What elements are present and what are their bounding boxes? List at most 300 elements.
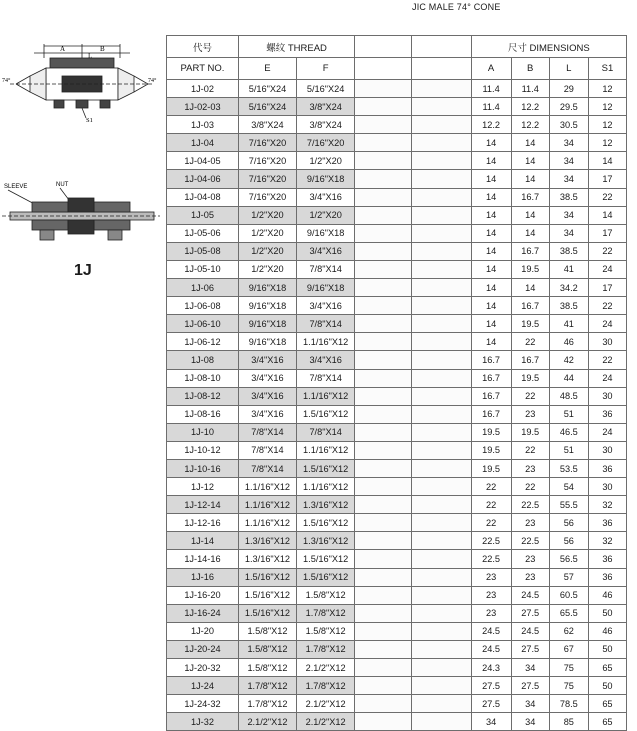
dim-s1-cell: 32 [588, 496, 626, 514]
blank-cell [355, 622, 412, 640]
dim-l-cell: 48.5 [549, 387, 588, 405]
part-no-cell: 1J-16-24 [167, 604, 239, 622]
table-row [167, 604, 627, 622]
blank-cell [412, 315, 471, 333]
thread-e-cell: 7/8"X14 [238, 441, 296, 459]
dim-s1-cell: 24 [588, 315, 626, 333]
dim-b-cell: 12.2 [511, 116, 549, 134]
blank-cell [412, 297, 471, 315]
dim-a-cell: 19.5 [471, 459, 511, 477]
f-header: F [297, 58, 355, 80]
dim-b-cell: 14 [511, 206, 549, 224]
blank-cell [412, 496, 471, 514]
dim-l-cell: 34.2 [549, 279, 588, 297]
thread-e-cell: 7/8"X14 [238, 459, 296, 477]
blank-cell [355, 640, 412, 658]
table-row [167, 532, 627, 550]
thread-e-cell: 3/4"X16 [238, 387, 296, 405]
table-row [167, 98, 627, 116]
blank-cell [412, 98, 471, 116]
page-title: JIC MALE 74° CONE [412, 2, 501, 12]
part-no-cell: 1J-10 [167, 423, 239, 441]
dim-s1-cell: 50 [588, 640, 626, 658]
dim-s1-cell: 12 [588, 80, 626, 98]
blank-cell [355, 98, 412, 116]
blank-cell [355, 333, 412, 351]
thread-e-cell: 1/2"X20 [238, 224, 296, 242]
table-row [167, 279, 627, 297]
blank-cell [355, 369, 412, 387]
blank-cell [412, 405, 471, 423]
thread-f-cell: 1.5/8"X12 [297, 586, 355, 604]
blank-cell [412, 152, 471, 170]
dim-a-cell: 14 [471, 224, 511, 242]
dim-s1-cell: 46 [588, 586, 626, 604]
table-row [167, 224, 627, 242]
blank-cell [355, 478, 412, 496]
table-row [167, 369, 627, 387]
thread-f-cell: 9/16"X18 [297, 170, 355, 188]
blank-cell [355, 441, 412, 459]
table-row [167, 80, 627, 98]
dim-b-cell: 22 [511, 387, 549, 405]
dim-a-cell: 27.5 [471, 695, 511, 713]
thread-e-cell: 1.5/8"X12 [238, 622, 296, 640]
dim-a-label: A [60, 45, 66, 53]
part-no-cell: 1J-12-16 [167, 514, 239, 532]
table-row [167, 206, 627, 224]
dim-l-cell: 38.5 [549, 188, 588, 206]
blank-cell [412, 550, 471, 568]
dim-l-cell: 65.5 [549, 604, 588, 622]
dim-a-cell: 16.7 [471, 405, 511, 423]
dim-s1-cell: 36 [588, 568, 626, 586]
thread-f-cell: 7/8"X14 [297, 260, 355, 278]
blank-header-cell [355, 36, 412, 58]
part-no-cell: 1J-04-06 [167, 170, 239, 188]
dim-s1-cell: 50 [588, 604, 626, 622]
dim-l-cell: 55.5 [549, 496, 588, 514]
blank-cell [412, 116, 471, 134]
dim-s1-cell: 36 [588, 405, 626, 423]
dim-b-cell: 23 [511, 459, 549, 477]
blank-header-cell [412, 36, 471, 58]
dim-l-cell: 56 [549, 532, 588, 550]
dimensions-table [166, 35, 627, 731]
blank-cell [412, 441, 471, 459]
blank-cell [355, 315, 412, 333]
blank-cell [355, 677, 412, 695]
thread-e-cell: 9/16"X18 [238, 315, 296, 333]
dim-a-cell: 22 [471, 514, 511, 532]
blank-cell [355, 659, 412, 677]
dim-s1-cell: 46 [588, 622, 626, 640]
thread-f-cell: 3/4"X16 [297, 351, 355, 369]
dim-l-cell: 62 [549, 622, 588, 640]
thread-e-cell: 9/16"X18 [238, 333, 296, 351]
table-row [167, 695, 627, 713]
dim-b-cell: 14 [511, 224, 549, 242]
blank-cell [412, 134, 471, 152]
dim-b-cell: 14 [511, 152, 549, 170]
dim-a-cell: 24.3 [471, 659, 511, 677]
thread-f-cell: 1.5/16"X12 [297, 514, 355, 532]
blank-cell [355, 116, 412, 134]
thread-e-cell: 7/16"X20 [238, 188, 296, 206]
dim-a-cell: 23 [471, 604, 511, 622]
table-row [167, 297, 627, 315]
thread-e-cell: 7/16"X20 [238, 134, 296, 152]
angle-right-label: 74° [148, 78, 157, 84]
dim-b-cell: 16.7 [511, 188, 549, 206]
part-no-cell: 1J-20 [167, 622, 239, 640]
dim-b-cell: 24.5 [511, 622, 549, 640]
table-row [167, 152, 627, 170]
part-no-cell: 1J-04 [167, 134, 239, 152]
dim-l-cell: 46 [549, 333, 588, 351]
blank-cell [355, 514, 412, 532]
dim-l-cell: 75 [549, 677, 588, 695]
thread-e-cell: 3/4"X16 [238, 405, 296, 423]
dim-a-cell: 14 [471, 333, 511, 351]
part-no-cell: 1J-24 [167, 677, 239, 695]
table-row [167, 423, 627, 441]
blank-cell [412, 188, 471, 206]
dim-a-cell: 19.5 [471, 441, 511, 459]
blank-cell [412, 640, 471, 658]
table-row [167, 260, 627, 278]
blank-cell [412, 532, 471, 550]
thread-e-cell: 1.5/16"X12 [238, 586, 296, 604]
dim-l-cell: 29 [549, 80, 588, 98]
table-row [167, 478, 627, 496]
part-no-header-en: PART NO. [167, 58, 239, 80]
table-row [167, 405, 627, 423]
dim-l-cell: 34 [549, 206, 588, 224]
dim-s1-cell: 22 [588, 351, 626, 369]
blank-cell [412, 224, 471, 242]
dim-b-cell: 19.5 [511, 315, 549, 333]
thread-f-cell: 7/16"X20 [297, 134, 355, 152]
part-no-cell: 1J-08-12 [167, 387, 239, 405]
table-row [167, 170, 627, 188]
thread-f-cell: 1.1/16"X12 [297, 478, 355, 496]
dim-l-cell: 38.5 [549, 297, 588, 315]
dim-a-cell: 22 [471, 496, 511, 514]
blank-cell [355, 152, 412, 170]
thread-e-cell: 9/16"X18 [238, 297, 296, 315]
dim-s1-cell: 30 [588, 441, 626, 459]
sleeve-callout: SLEEVE [4, 184, 28, 190]
dim-a-cell: 16.7 [471, 351, 511, 369]
dim-l-cell: 75 [549, 659, 588, 677]
dim-b-cell: 27.5 [511, 640, 549, 658]
dim-s1-cell: 30 [588, 478, 626, 496]
fitting-dimension-drawing [2, 36, 162, 126]
dim-b-cell: 14 [511, 134, 549, 152]
dim-b-cell: 19.5 [511, 260, 549, 278]
dim-l-cell: 57 [549, 568, 588, 586]
dim-a-cell: 14 [471, 260, 511, 278]
blank-cell [355, 351, 412, 369]
thread-f-cell: 1.5/16"X12 [297, 550, 355, 568]
blank-cell [412, 677, 471, 695]
dim-b-cell: 16.7 [511, 351, 549, 369]
part-no-cell: 1J-14 [167, 532, 239, 550]
thread-e-cell: 5/16"X24 [238, 80, 296, 98]
dim-s1-cell: 65 [588, 695, 626, 713]
dim-l-cell: 56 [549, 514, 588, 532]
blank-cell [412, 80, 471, 98]
dim-b-cell: 19.5 [511, 423, 549, 441]
thread-f-cell: 7/8"X14 [297, 315, 355, 333]
table-row [167, 188, 627, 206]
dim-a-cell: 23 [471, 568, 511, 586]
blank-header-cell [412, 58, 471, 80]
thread-e-cell: 5/16"X24 [238, 98, 296, 116]
dim-b-cell: 23 [511, 405, 549, 423]
dim-a-cell: 14 [471, 134, 511, 152]
blank-cell [412, 659, 471, 677]
blank-cell [355, 604, 412, 622]
part-no-cell: 1J-04-08 [167, 188, 239, 206]
table-row [167, 514, 627, 532]
dim-b-cell: 22 [511, 441, 549, 459]
dim-a-cell: 16.7 [471, 387, 511, 405]
blank-cell [412, 423, 471, 441]
part-no-cell: 1J-05-10 [167, 260, 239, 278]
table-row [167, 387, 627, 405]
dim-s1-cell: 30 [588, 387, 626, 405]
dim-b-cell: 23 [511, 550, 549, 568]
dim-a-cell: 14 [471, 315, 511, 333]
thread-e-cell: 1.1/16"X12 [238, 496, 296, 514]
blank-cell [412, 170, 471, 188]
blank-cell [355, 586, 412, 604]
table-row [167, 713, 627, 731]
dim-a-cell: 22 [471, 478, 511, 496]
thread-f-cell: 2.1/2"X12 [297, 695, 355, 713]
dim-a-cell: 11.4 [471, 80, 511, 98]
blank-cell [355, 423, 412, 441]
blank-cell [355, 297, 412, 315]
dim-b-cell: 23 [511, 514, 549, 532]
table-row [167, 568, 627, 586]
dim-b-cell: 11.4 [511, 80, 549, 98]
dim-b-cell: 22 [511, 333, 549, 351]
dim-l-cell: 53.5 [549, 459, 588, 477]
thread-f-cell: 3/4"X16 [297, 242, 355, 260]
thread-f-cell: 3/8"X24 [297, 116, 355, 134]
thread-f-cell: 7/8"X14 [297, 423, 355, 441]
dim-a-cell: 14 [471, 170, 511, 188]
blank-cell [355, 260, 412, 278]
blank-cell [412, 242, 471, 260]
dim-l-label: L [88, 52, 93, 60]
table-header-row-1 [167, 36, 627, 58]
table-row [167, 550, 627, 568]
dim-l-cell: 44 [549, 369, 588, 387]
thread-f-cell: 5/16"X24 [297, 80, 355, 98]
thread-f-cell: 1.5/16"X12 [297, 459, 355, 477]
dim-s1-cell: 32 [588, 532, 626, 550]
blank-cell [355, 568, 412, 586]
dim-b-cell: 34 [511, 659, 549, 677]
dim-s1-cell: 36 [588, 459, 626, 477]
blank-cell [355, 496, 412, 514]
blank-cell [355, 713, 412, 731]
thread-e-cell: 2.1/2"X12 [238, 713, 296, 731]
dim-a-cell: 24.5 [471, 622, 511, 640]
thread-f-cell: 1.5/8"X12 [297, 622, 355, 640]
dim-a-cell: 22.5 [471, 550, 511, 568]
table-row [167, 315, 627, 333]
part-no-cell: 1J-06 [167, 279, 239, 297]
dim-b-cell: 34 [511, 713, 549, 731]
dim-s1-cell: 14 [588, 206, 626, 224]
blank-cell [412, 695, 471, 713]
dim-b-cell: 14 [511, 170, 549, 188]
dim-a-cell: 27.5 [471, 677, 511, 695]
table-row [167, 677, 627, 695]
part-no-cell: 1J-24-32 [167, 695, 239, 713]
thread-f-cell: 1.3/16"X12 [297, 532, 355, 550]
part-no-cell: 1J-10-12 [167, 441, 239, 459]
dim-l-cell: 41 [549, 260, 588, 278]
blank-cell [412, 351, 471, 369]
dim-l-cell: 34 [549, 152, 588, 170]
blank-cell [355, 206, 412, 224]
dim-s1-cell: 24 [588, 260, 626, 278]
blank-cell [355, 532, 412, 550]
dim-s1-cell: 14 [588, 152, 626, 170]
dim-s1-cell: 22 [588, 242, 626, 260]
dim-a-cell: 14 [471, 279, 511, 297]
part-no-cell: 1J-08 [167, 351, 239, 369]
part-no-header-cn: 代号 [167, 36, 239, 58]
dim-a-cell: 19.5 [471, 423, 511, 441]
part-no-cell: 1J-03 [167, 116, 239, 134]
thread-f-cell: 1/2"X20 [297, 152, 355, 170]
dim-b-cell: 34 [511, 695, 549, 713]
thread-header: 螺纹 THREAD [238, 36, 354, 58]
blank-cell [412, 713, 471, 731]
thread-e-cell: 1.5/8"X12 [238, 659, 296, 677]
blank-cell [355, 459, 412, 477]
part-no-cell: 1J-08-10 [167, 369, 239, 387]
thread-f-cell: 9/16"X18 [297, 224, 355, 242]
blank-cell [355, 80, 412, 98]
dim-s1-cell: 12 [588, 98, 626, 116]
dim-l-cell: 56.5 [549, 550, 588, 568]
thread-e-cell: 9/16"X18 [238, 279, 296, 297]
thread-e-cell: 1/2"X20 [238, 260, 296, 278]
dim-s1-cell: 22 [588, 188, 626, 206]
dim-s1-cell: 12 [588, 116, 626, 134]
e-header: E [238, 58, 296, 80]
dim-b-cell: 22 [511, 478, 549, 496]
s1-header: S1 [588, 58, 626, 80]
thread-f-cell: 3/4"X16 [297, 188, 355, 206]
l-header: L [549, 58, 588, 80]
dim-b-cell: 23 [511, 568, 549, 586]
dim-l-cell: 29.5 [549, 98, 588, 116]
thread-f-cell: 1.7/8"X12 [297, 677, 355, 695]
dim-l-cell: 34 [549, 134, 588, 152]
dim-l-cell: 46.5 [549, 423, 588, 441]
dim-l-cell: 30.5 [549, 116, 588, 134]
part-no-cell: 1J-05-06 [167, 224, 239, 242]
blank-header-cell [355, 58, 412, 80]
dim-a-cell: 14 [471, 188, 511, 206]
table-header-row-2 [167, 58, 627, 80]
part-no-cell: 1J-20-32 [167, 659, 239, 677]
part-no-cell: 1J-06-08 [167, 297, 239, 315]
dim-s1-cell: 36 [588, 514, 626, 532]
dim-a-cell: 16.7 [471, 369, 511, 387]
thread-f-cell: 2.1/2"X12 [297, 659, 355, 677]
part-no-cell: 1J-05-08 [167, 242, 239, 260]
part-no-cell: 1J-02-03 [167, 98, 239, 116]
thread-e-cell: 1.1/16"X12 [238, 514, 296, 532]
dim-l-cell: 67 [549, 640, 588, 658]
thread-f-cell: 1.3/16"X12 [297, 496, 355, 514]
dim-b-cell: 14 [511, 279, 549, 297]
dim-s1-cell: 17 [588, 224, 626, 242]
dim-s1-cell: 50 [588, 677, 626, 695]
thread-f-cell: 7/8"X14 [297, 369, 355, 387]
blank-cell [355, 242, 412, 260]
blank-cell [412, 478, 471, 496]
thread-f-cell: 1.1/16"X12 [297, 333, 355, 351]
thread-e-cell: 7/8"X14 [238, 423, 296, 441]
thread-e-cell: 3/4"X16 [238, 369, 296, 387]
nut-callout: NUT [56, 182, 69, 188]
part-no-cell: 1J-12 [167, 478, 239, 496]
part-no-cell: 1J-06-12 [167, 333, 239, 351]
thread-e-cell: 3/4"X16 [238, 351, 296, 369]
dim-a-cell: 11.4 [471, 98, 511, 116]
blank-cell [412, 604, 471, 622]
blank-cell [355, 550, 412, 568]
blank-cell [355, 279, 412, 297]
dim-l-cell: 60.5 [549, 586, 588, 604]
dim-b-cell: 27.5 [511, 604, 549, 622]
dim-s1-label: S1 [86, 117, 93, 124]
blank-cell [412, 387, 471, 405]
dim-s1-cell: 17 [588, 279, 626, 297]
thread-f-cell: 3/4"X16 [297, 297, 355, 315]
dim-b-cell: 27.5 [511, 677, 549, 695]
table-row [167, 459, 627, 477]
dim-s1-cell: 17 [588, 170, 626, 188]
thread-e-cell: 1.7/8"X12 [238, 695, 296, 713]
dim-a-cell: 14 [471, 297, 511, 315]
b-header: B [511, 58, 549, 80]
blank-cell [355, 695, 412, 713]
part-no-cell: 1J-16 [167, 568, 239, 586]
table-row [167, 441, 627, 459]
dim-s1-cell: 36 [588, 550, 626, 568]
a-header: A [471, 58, 511, 80]
blank-cell [412, 622, 471, 640]
part-no-cell: 1J-16-20 [167, 586, 239, 604]
dim-l-cell: 51 [549, 405, 588, 423]
thread-e-cell: 7/16"X20 [238, 152, 296, 170]
dim-b-cell: 24.5 [511, 586, 549, 604]
dim-b-cell: 22.5 [511, 496, 549, 514]
part-no-cell: 1J-10-16 [167, 459, 239, 477]
